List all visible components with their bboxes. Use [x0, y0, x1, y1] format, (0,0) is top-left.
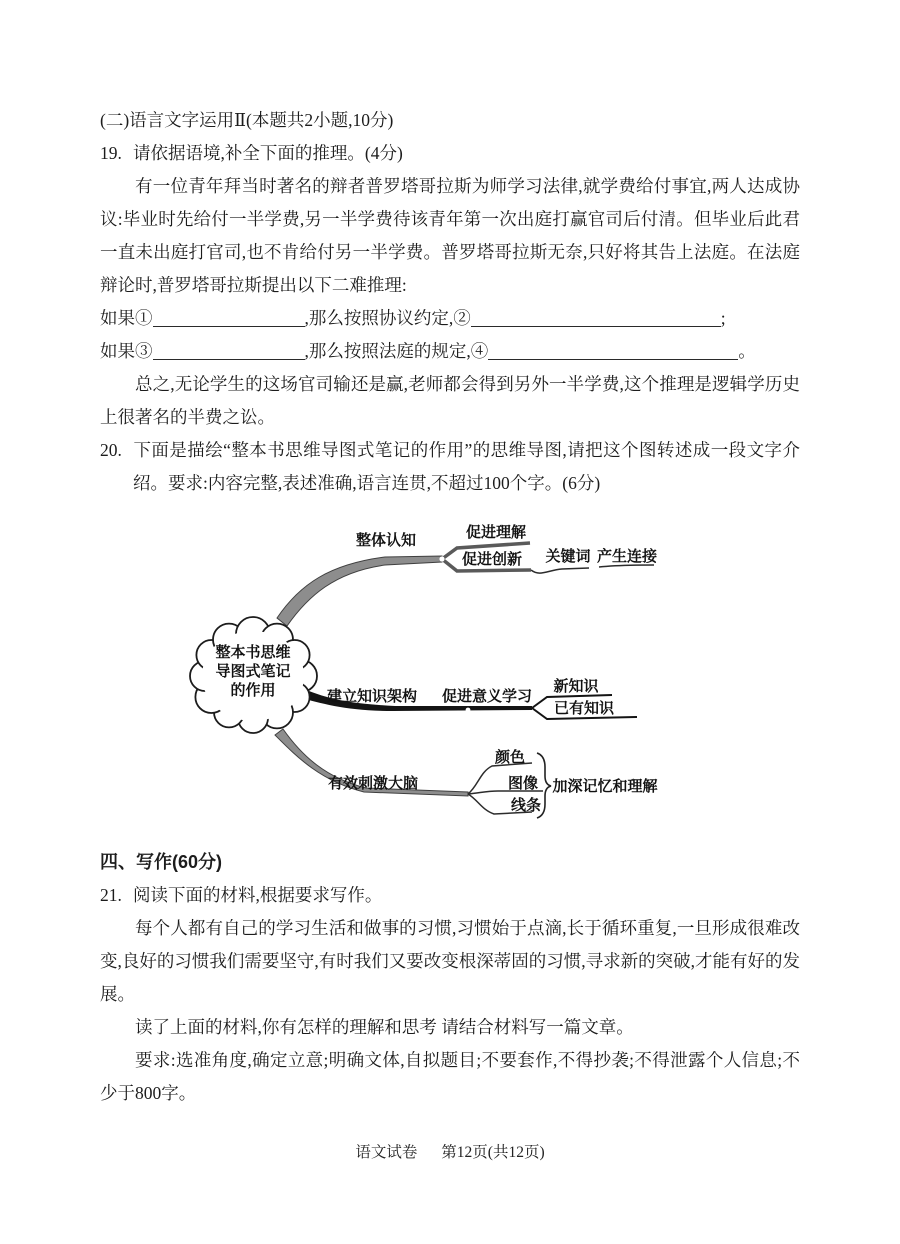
branch1-child2-label: 促进创新: [461, 551, 523, 568]
branch3-label: 有效刺激大脑: [327, 775, 419, 792]
question-21-stem: [100, 879, 800, 912]
branch1-label: 整体认知: [355, 532, 417, 549]
question-19-blank-line-1: [100, 302, 800, 335]
answer-blank-4: [488, 341, 738, 360]
cloud-title-line2: 导图式笔记: [215, 663, 291, 680]
blank1-mid: ,那么按照协议约定,②: [304, 308, 471, 328]
question-19-conclusion: 总之,无论学生的这场官司输还是赢,老师都会得到另外一半学费,这个推理是逻辑学历史上很著名的半费之讼。: [100, 374, 800, 427]
mindmap-diagram: [180, 504, 800, 840]
blank2-suffix: 。: [738, 341, 756, 361]
question-21-material: 每个人都有自己的学习生活和做事的习惯,习惯始于点滴,长于循环重复,一旦形成很难改变,良好的习惯我们需要坚守,有时我们又要改变根深蒂固的习惯,寻求新的突破,才能有好的发展。: [100, 918, 800, 1004]
blank2-prefix: 如果③: [100, 341, 153, 361]
question-19-stem: [100, 137, 800, 170]
branch1-grand2-label: 产生连接: [596, 548, 658, 565]
page-footer: [0, 1140, 900, 1162]
answer-blank-3: [153, 341, 305, 360]
blank2-mid: ,那么按照法庭的规定,④: [304, 341, 489, 361]
footer-page-info: 第12页(共12页): [441, 1144, 545, 1161]
question-21-text: 阅读下面的材料,根据要求写作。: [133, 885, 383, 905]
branch3-child3-label: 线条: [510, 797, 542, 814]
answer-blank-2: [471, 308, 721, 327]
question-21-prompt: 读了上面的材料,你有怎样的理解和思考 请结合材料写一篇文章。: [135, 1017, 634, 1037]
question-21-number: 21.: [100, 885, 122, 905]
branch2-node-dot: [466, 708, 471, 713]
connection-connector: [599, 565, 654, 567]
branch1-node-dot: [439, 556, 444, 561]
question-19-text: 请依据语境,补全下面的推理。(4分): [133, 143, 403, 163]
branch2-grand2-label: 已有知识: [553, 700, 615, 717]
question-19-blank-line-2: [100, 335, 800, 368]
mindmap-svg: [180, 504, 800, 829]
cloud-title-line3: 的作用: [230, 682, 276, 699]
answer-blank-1: [153, 308, 305, 327]
blank1-prefix: 如果①: [100, 308, 153, 328]
branch3-child1-label: 颜色: [494, 749, 526, 766]
question-19-paragraph: 有一位青年拜当时著名的辩者普罗塔哥拉斯为师学习法律,就学费给付事宜,两人达成协议:毕业时先给付一半学费,另一半学费待该青年第一次出庭打赢官司后付清。但毕业后此君一直未出庭打官司,也不肯给付另一半学费。普罗塔哥拉斯无奈,只好将其告上法庭。在法庭辩论时,普罗塔哥拉斯提出以下二难推理:: [100, 176, 800, 295]
question-20-stem: [100, 434, 800, 500]
footer-doc-title: 语文试卷: [355, 1144, 418, 1161]
cloud-title-line1: 整本书思维: [215, 644, 291, 661]
question-21-requirements: 要求:选准角度,确定立意;明确文体,自拟题目;不要套作,不得抄袭;不得泄露个人信息;不少于800字。: [100, 1050, 800, 1103]
keyword-connector: [531, 568, 589, 573]
section-2-header: (二)语言文字运用Ⅱ(本题共2小题,10分): [100, 110, 394, 130]
branch2-grand1-label: 新知识: [553, 678, 599, 695]
question-19-number: 19.: [100, 143, 122, 163]
question-20-text: 下面是描绘“整本书思维导图式笔记的作用”的思维导图,请把这个图转述成一段文字介绍。要求:内容完整,表述准确,语言连贯,不超过100个字。(6分): [133, 440, 800, 493]
branch1-grand1-label: 关键词: [545, 548, 591, 565]
section-4-header: 四、写作(60分): [100, 852, 223, 872]
question-20-number: 20.: [100, 440, 122, 460]
branch3-child2-label: 图像: [507, 775, 539, 792]
branch2-label: 建立知识架构: [326, 688, 418, 705]
page-content: [100, 104, 800, 1110]
fork-lines: [442, 543, 654, 818]
branch2-child-label: 促进意义学习: [441, 688, 533, 705]
branch1-child1-label: 促进理解: [465, 524, 527, 541]
blank1-suffix: ;: [720, 308, 726, 328]
mindmap-labels: [215, 523, 657, 814]
branch1-curve: [277, 556, 442, 626]
branch3-note-label: 加深记忆和理解: [552, 778, 658, 795]
